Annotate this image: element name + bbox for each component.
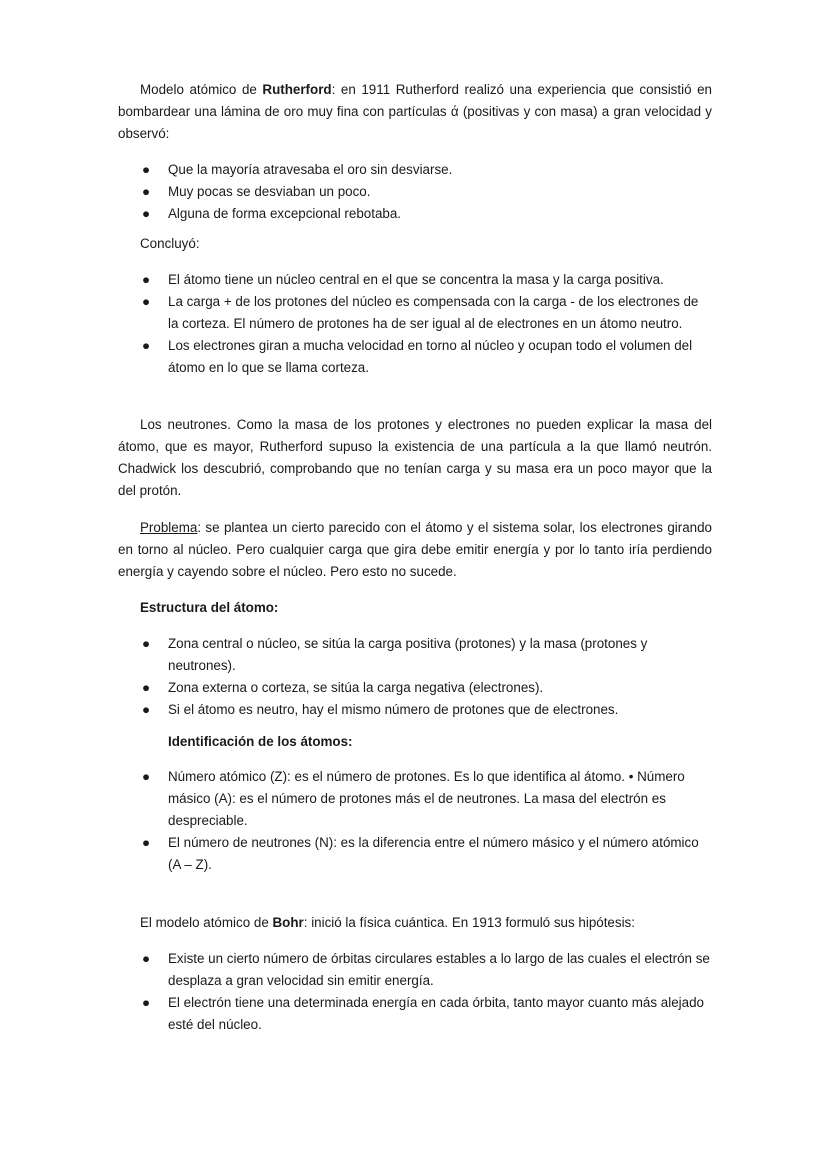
bullet-icon: ● [142, 636, 151, 651]
problem-label: Problema [140, 520, 198, 535]
list-item: ● El número de neutrones (N): es la diferencia entre el número másico y el número atómico (A – Z). [140, 832, 712, 876]
list-item: ● Alguna de forma excepcional rebotaba. [140, 203, 712, 225]
rutherford-prefix: Modelo atómico de [140, 82, 263, 97]
bullet-icon: ● [142, 951, 151, 966]
list-item: ● La carga + de los protones del núcleo es compensada con la carga - de los electrones de la corteza. El número de protones ha de ser igual al de electrones en un átomo neutro. [140, 291, 712, 335]
bullet-icon: ● [142, 338, 151, 353]
list-item: ● El electrón tiene una determinada energía en cada órbita, tanto mayor cuanto más alejado esté del núcleo. [140, 992, 712, 1036]
bullet-icon: ● [142, 702, 151, 717]
bohr-list [140, 948, 712, 1036]
problem-text: : se plantea un cierto parecido con el átomo y el sistema solar, los electrones girando en torno al núcleo. Pero cualquier carga que gira debe emitir energía y por lo tanto iría perdiendo energía y cayendo sobre el núcleo. Pero esto no sucede. [118, 520, 712, 579]
list-item: ● Zona externa o corteza, se sitúa la carga negativa (electrones). [140, 677, 712, 699]
bullet-icon: ● [142, 835, 151, 850]
structure-list [140, 633, 712, 721]
bohr-name: Bohr [272, 915, 304, 930]
bullet-icon: ● [142, 184, 151, 199]
list-item: ● Existe un cierto número de órbitas circulares estables a lo largo de las cuales el electrón se desplaza a gran velocidad sin emitir energía. [140, 948, 712, 992]
identification-heading: Identificación de los átomos: [168, 734, 353, 749]
observations-list [140, 159, 712, 225]
list-item: ● Los electrones giran a mucha velocidad en torno al núcleo y ocupan todo el volumen del átomo en lo que se llama corteza. [140, 335, 712, 379]
list-item: ● El átomo tiene un núcleo central en el que se concentra la masa y la carga positiva. [140, 269, 712, 291]
bohr-intro: El modelo atómico de Bohr: inició la física cuántica. En 1913 formuló sus hipótesis: [140, 915, 635, 930]
identification-list [140, 766, 712, 876]
problem-paragraph [118, 517, 712, 583]
bullet-icon: ● [142, 680, 151, 695]
list-item: ● Muy pocas se desviaban un poco. [140, 181, 712, 203]
bullet-icon: ● [142, 294, 151, 309]
rutherford-suffix: : en 1911 Rutherford realizó una experiencia que consistió en bombardear una lámina de oro muy fina con partículas ά (positivas y con masa) a gran velocidad y observó: [118, 82, 712, 141]
bullet-icon: ● [142, 206, 151, 221]
list-item: ● Zona central o núcleo, se sitúa la carga positiva (protones) y la masa (protones y neutrones). [140, 633, 712, 677]
conclusions-list [140, 269, 712, 379]
neutrons-paragraph: Los neutrones. Como la masa de los protones y electrones no pueden explicar la masa del átomo, que es mayor, Rutherford supuso la existencia de una partícula a la que llamó neutrón. Chadwick los descubrió, comprobando que no tenían carga y su masa era un poco mayor que la del protón. [118, 417, 712, 498]
rutherford-intro-paragraph [118, 79, 712, 145]
list-item: ● Si el átomo es neutro, hay el mismo número de protones que de electrones. [140, 699, 712, 721]
list-item: ● Que la mayoría atravesaba el oro sin desviarse. [140, 159, 712, 181]
bullet-icon: ● [142, 162, 151, 177]
bullet-icon: ● [142, 769, 151, 784]
rutherford-name: Rutherford [262, 82, 332, 97]
structure-heading: Estructura del átomo: [140, 600, 279, 615]
list-item: ● Número atómico (Z): es el número de protones. Es lo que identifica al átomo. • Número másico (A): es el número de protones más el de neutrones. La masa del electrón es despreciable. [140, 766, 712, 832]
bullet-icon: ● [142, 995, 151, 1010]
bullet-icon: ● [142, 272, 151, 287]
concluded-label: Concluyó: [140, 236, 200, 251]
